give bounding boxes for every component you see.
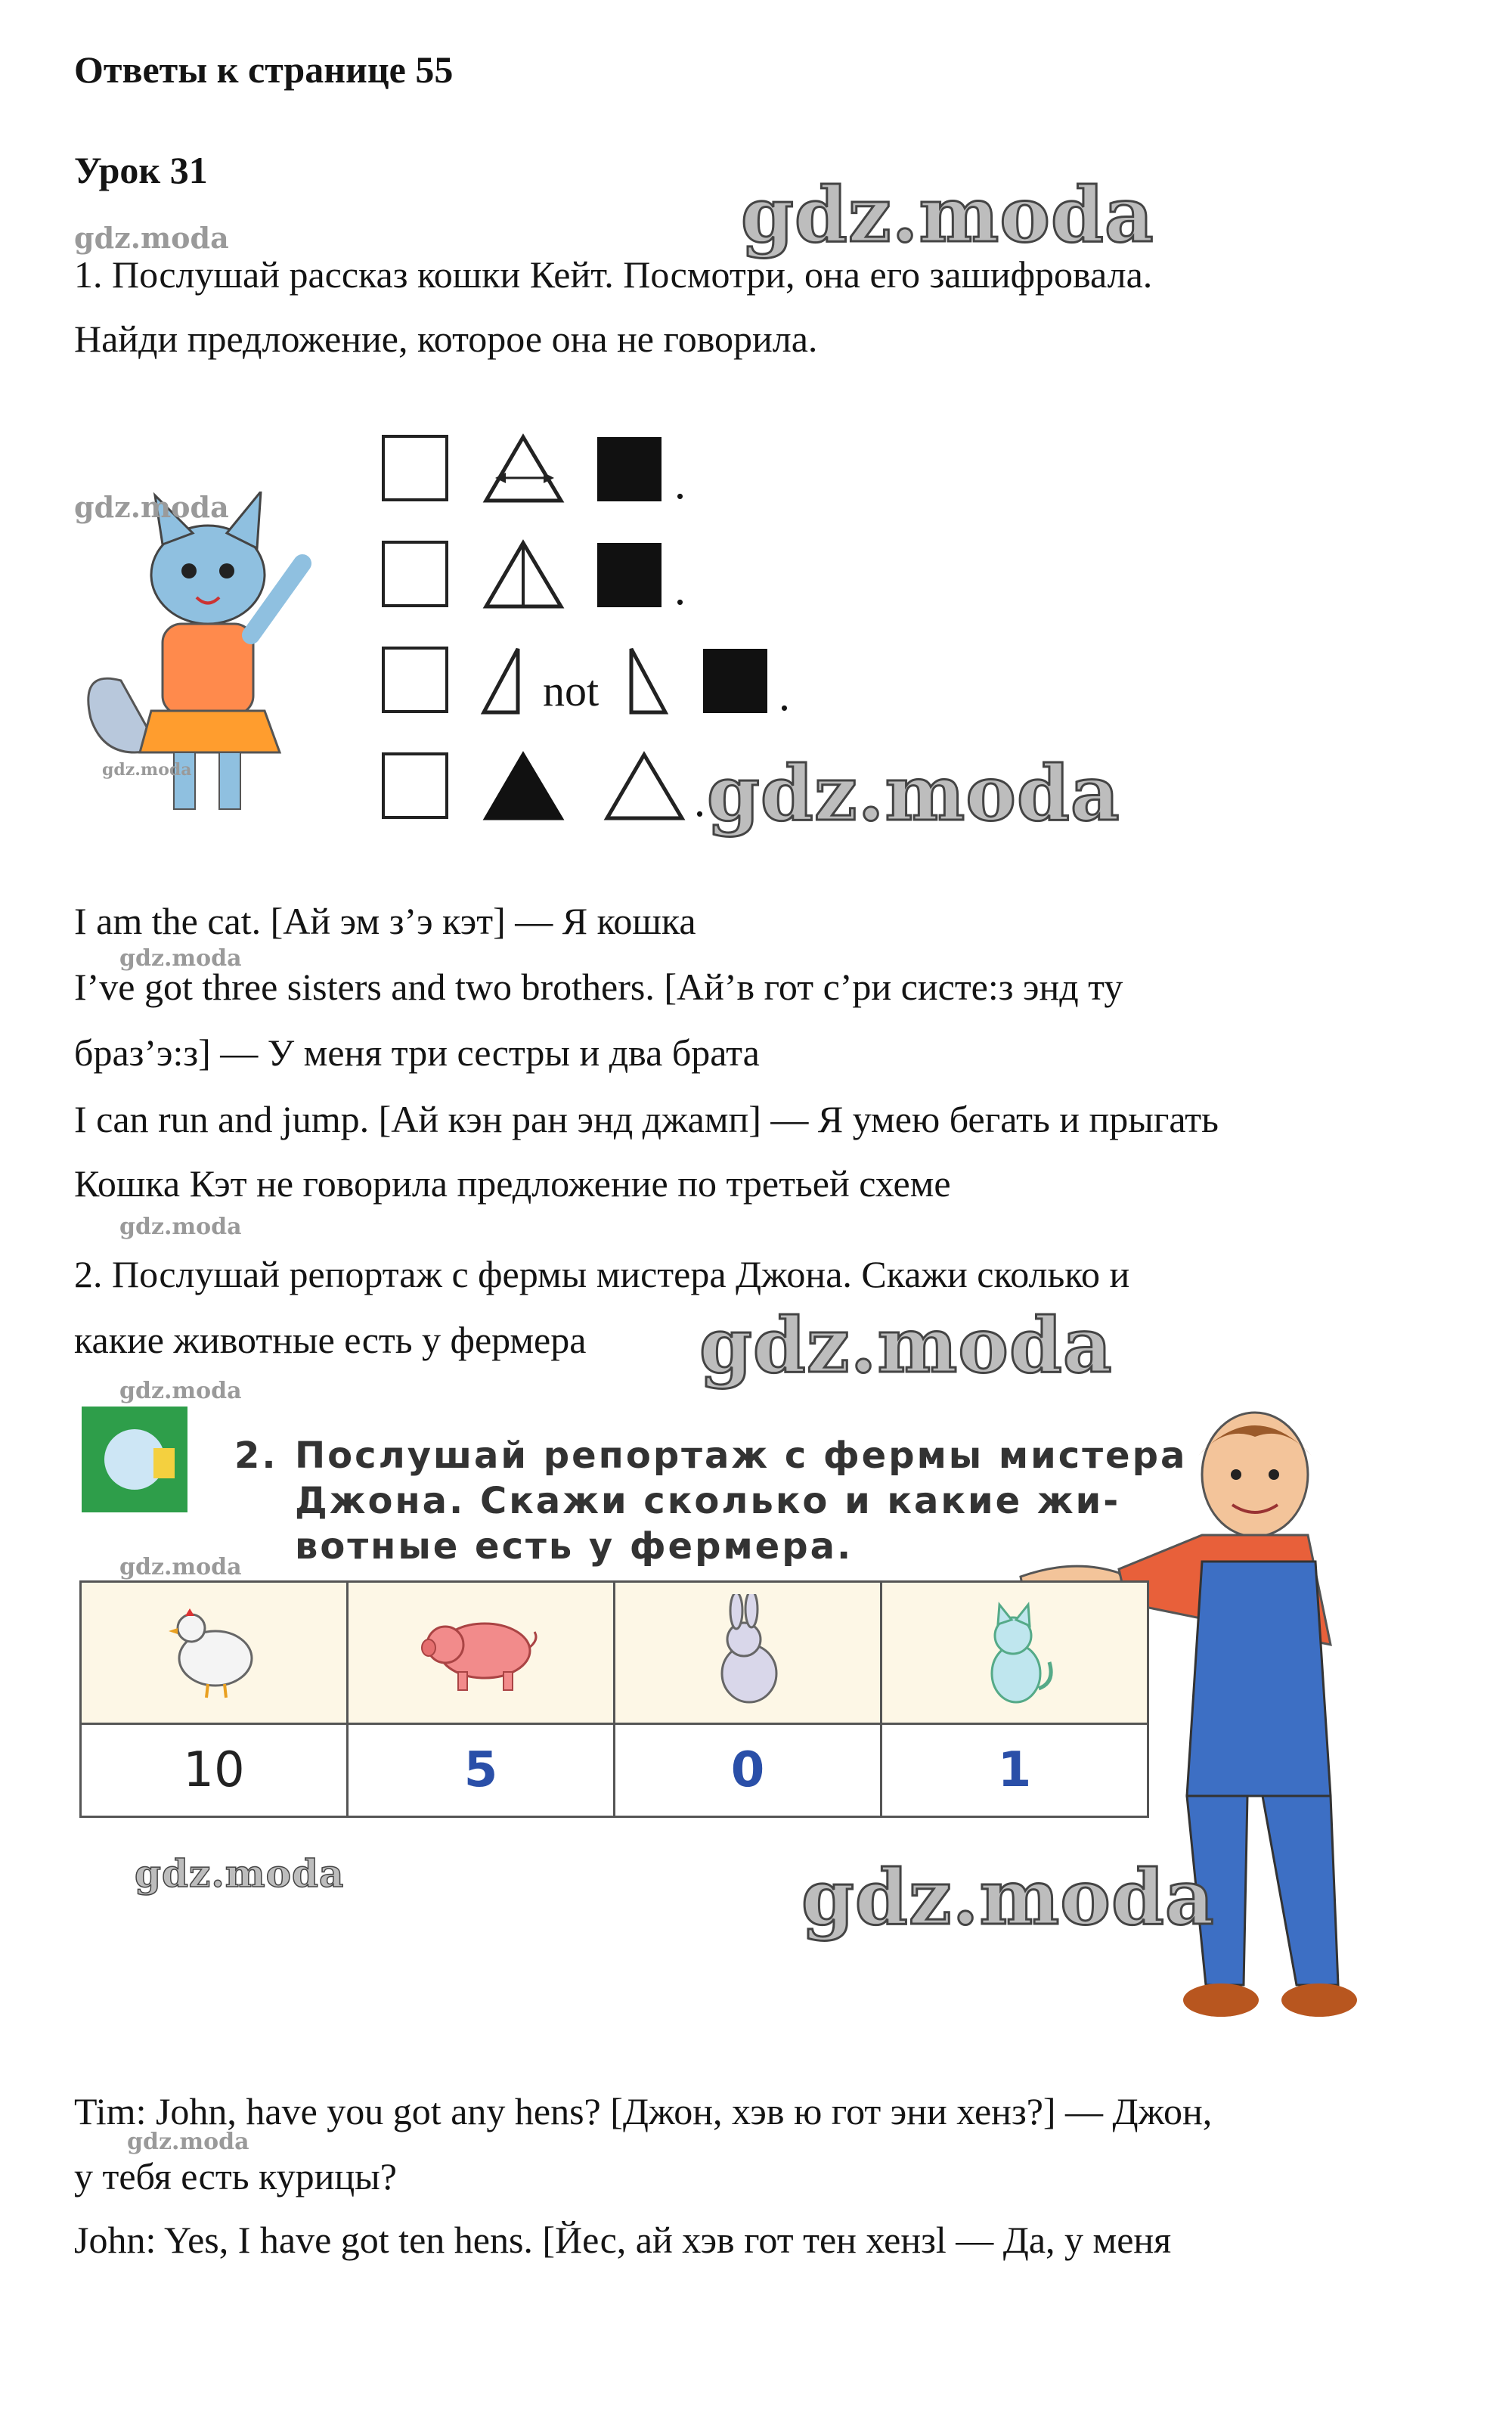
cat-character-icon: [76, 492, 325, 832]
watermark: gdz.moda: [741, 170, 1154, 259]
black-square-symbol: [597, 543, 662, 607]
black-square-symbol: [703, 649, 767, 713]
pig-icon: [417, 1605, 545, 1696]
rabbit-icon: [702, 1594, 793, 1707]
pig-cell: [348, 1582, 615, 1724]
watermark: gdz.moda: [699, 1301, 1113, 1390]
cat-count: 1: [881, 1724, 1148, 1817]
book-line-3: вотные есть у фермера.: [295, 1525, 854, 1568]
symbol-row-4: .: [378, 749, 832, 824]
animal-table: [79, 1580, 1149, 1818]
watermark: gdz.moda: [127, 2129, 249, 2155]
half-triangle-left-symbol: [480, 643, 522, 718]
watermark: gdz.moda: [74, 490, 229, 524]
task1-line1: 1. Послушай рассказ кошки Кейт. Посмотри, она его зашифровала.: [74, 253, 1153, 296]
answer-line-1: I am the cat. [Ай эм з’э кэт] — Я кошка: [74, 900, 696, 942]
answer-line-2: I’ve got three sisters and two brothers. [Ай’в гот с’ри систе:з энд ту: [74, 966, 1123, 1008]
watermark: gdz.moda: [119, 1554, 242, 1580]
not-word: not: [543, 666, 600, 715]
watermark: gdz.moda: [119, 1378, 242, 1404]
half-triangle-right-symbol: [627, 643, 669, 718]
black-square-symbol: [597, 437, 662, 501]
answer-line-5: Кошка Кэт не говорила предложение по третьей схеме: [74, 1162, 951, 1205]
symbol-row-3: not .: [378, 643, 832, 718]
animal-pictures-row: [81, 1582, 1148, 1724]
book-line-1: Послушай репортаж с фермы мистера: [295, 1434, 1188, 1477]
watermark: gdz.moda: [119, 945, 242, 972]
lesson-title: Урок 31: [74, 149, 208, 191]
task2-line1: 2. Послушай репортаж с фермы мистера Джона. Скажи сколько и: [74, 1253, 1130, 1295]
watermark: gdz.moda: [74, 221, 229, 255]
watermark: gdz.moda: [119, 1214, 242, 1240]
listening-icon: [82, 1407, 187, 1512]
page-title: Ответы к странице 55: [74, 48, 454, 91]
triangle-split-symbol: [480, 537, 567, 613]
watermark: gdz.moda: [801, 1853, 1215, 1942]
symbol-row-2: .: [378, 537, 832, 613]
square-symbol: [382, 541, 448, 607]
dialogue-line-2: у тебя есть курицы?: [74, 2155, 397, 2197]
animal-counts-row: [81, 1724, 1148, 1817]
rabbit-count: 0: [615, 1724, 881, 1817]
white-triangle-symbol: [601, 749, 688, 824]
watermark: gdz.moda: [135, 1851, 345, 1896]
hen-count: 10: [81, 1724, 348, 1817]
answer-line-4: I can run and jump. [Ай кэн ран энд джамп] — Я умею бегать и прыгать: [74, 1098, 1219, 1140]
task1-line2: Найди предложение, которое она не говорила.: [74, 318, 818, 360]
rabbit-cell: [615, 1582, 881, 1724]
dialogue-line-1: Tim: John, have you got any hens? [Джон, хэв ю гот эни хенз?] — Джон,: [74, 2090, 1213, 2132]
book-line-2: Джона. Скажи сколько и какие жи-: [295, 1480, 1121, 1522]
task2-line2: какие животные есть у фермера: [74, 1319, 587, 1361]
hen-icon: [161, 1598, 267, 1704]
square-symbol: [382, 647, 448, 713]
triangle-arrow-symbol: [480, 431, 567, 507]
square-symbol: [382, 752, 448, 819]
black-triangle-symbol: [480, 749, 567, 824]
cat-icon: [969, 1594, 1060, 1707]
answer-line-3: браз’э:з] — У меня три сестры и два брата: [74, 1031, 760, 1074]
book-number: 2.: [234, 1434, 278, 1477]
cat-cell: [881, 1582, 1148, 1724]
pig-count: 5: [348, 1724, 615, 1817]
symbol-row-1: .: [378, 431, 832, 507]
hen-cell: [81, 1582, 348, 1724]
square-symbol: [382, 435, 448, 501]
watermark: gdz.moda: [707, 749, 1120, 838]
dialogue-line-3: John: Yes, I have got ten hens. [Йес, ай хэв гот тен хензl — Да, у меня: [74, 2219, 1172, 2261]
watermark: gdz.moda: [102, 760, 192, 780]
